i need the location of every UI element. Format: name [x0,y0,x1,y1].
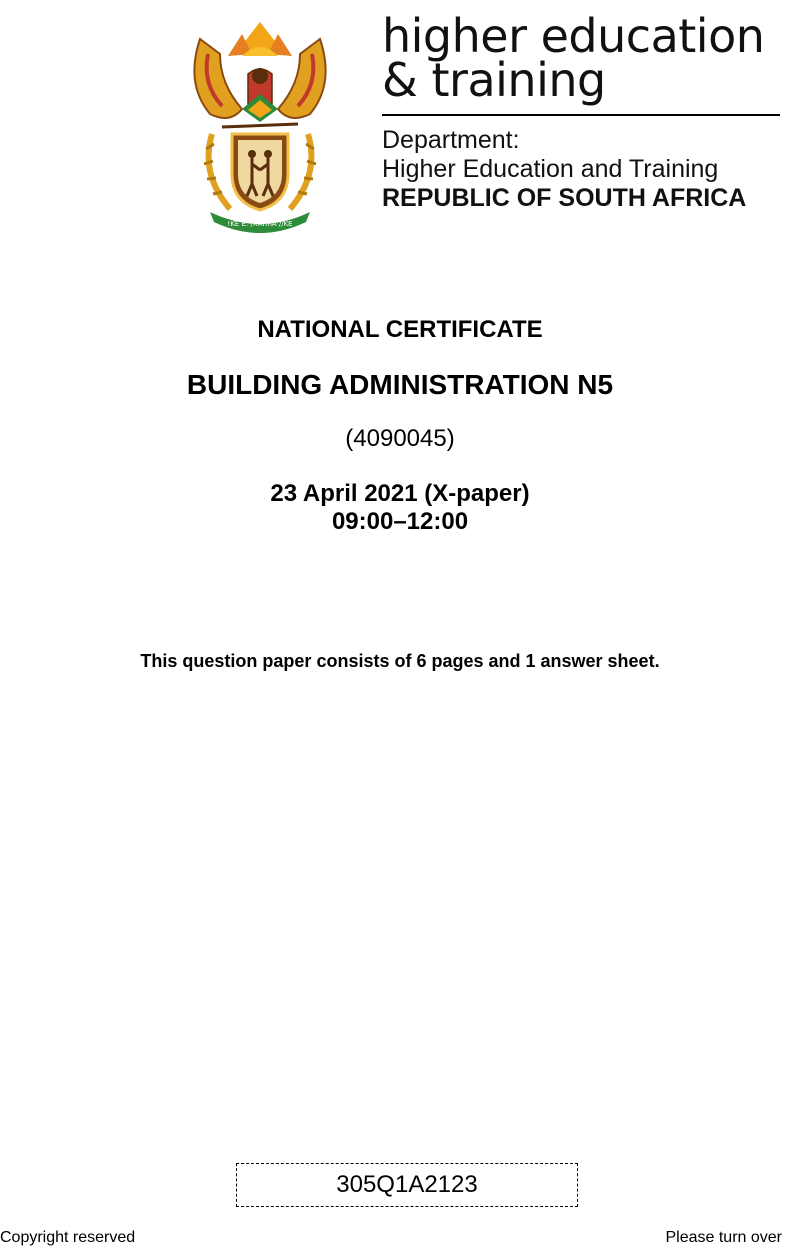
brand-divider [382,114,780,116]
dept-line-3: REPUBLIC OF SOUTH AFRICA [382,184,747,212]
subject-code: (4090045) [345,425,455,452]
coat-of-arms-icon [180,14,340,234]
exam-date: 23 April 2021 (X-paper) [270,480,530,507]
department-name [382,126,792,213]
crest-motto: !KE E: /XARRA //KE [227,220,293,228]
sun-icon [228,22,292,56]
pages-note: This question paper consists of 6 pages and 1 answer sheet. [140,651,660,671]
dept-line-1: Department: [382,126,520,154]
subject-title: BUILDING ADMINISTRATION N5 [186,369,614,400]
brand-line-2: & training [382,53,606,107]
certificate-title: NATIONAL CERTIFICATE [257,316,543,343]
exam-time: 09:00–12:00 [331,508,469,535]
footer-turn-over: Please turn over [665,1229,782,1246]
dept-line-2: Higher Education and Training [382,155,719,183]
brand-line-1: higher education [382,9,765,63]
footer-copyright: Copyright reserved [0,1229,136,1246]
page-header [180,9,790,234]
paper-id-box: 305Q1A2123 [236,1163,578,1207]
department-brand [382,9,787,116]
